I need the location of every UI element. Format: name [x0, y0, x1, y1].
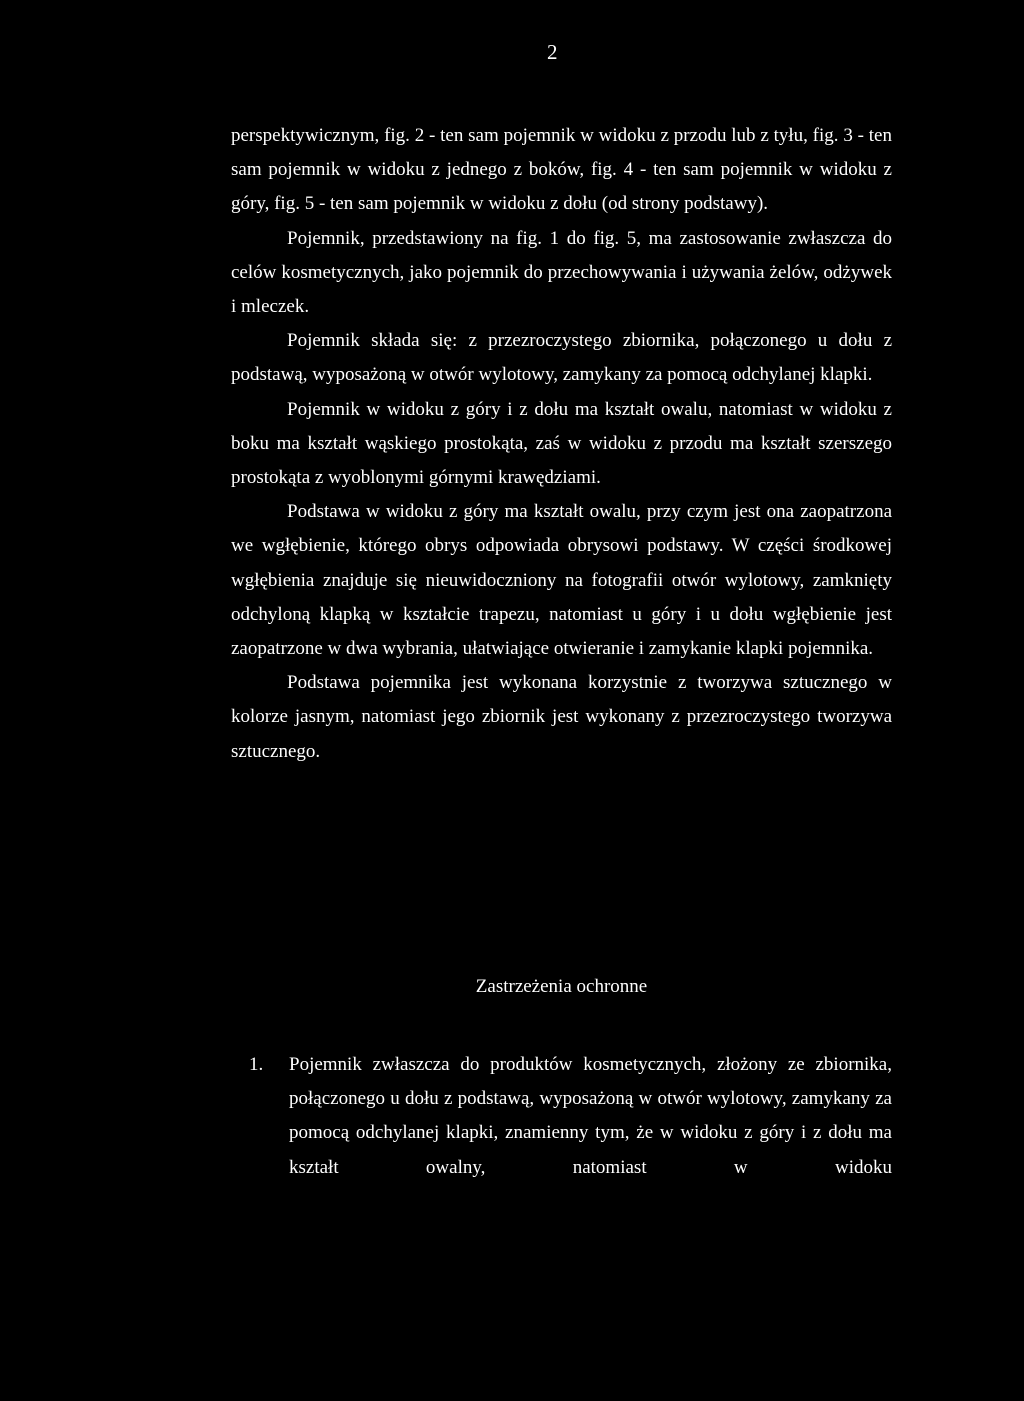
paragraph-composition: Pojemnik składa się: z przezroczystego zbiornika, połączonego u dołu z podstawą, wyposażoną w otwór wylotowy, zamykany za pomocą odchylanej klapki. [231, 330, 892, 386]
paragraph-shape: Pojemnik w widoku z góry i z dołu ma kształt owalu, natomiast w widoku z boku ma kształt wąskiego prostokąta, zaś w widoku z przodu ma kształt szerszego prostokąta z wyoblonymi górnymi krawędziami. [231, 398, 892, 489]
paragraph-figure-list: perspektywicznym, fig. 2 - ten sam pojemnik w widoku z przodu lub z tyłu, fig. 3 - ten sam pojemnik w widoku z jednego z boków, fig. 4 - ten sam pojemnik w widoku z góry, fig. 5 - ten sam pojemnik w widoku z dołu (od strony podstawy). [231, 125, 892, 215]
claim-number [231, 1048, 289, 1185]
description-body [231, 119, 892, 769]
claim-item [231, 1048, 892, 1185]
claim-number-text: 1. [249, 1054, 264, 1075]
claim-text: Pojemnik zwłaszcza do produktów kosmetycznych, złożony ze zbiornika, połączonego u dołu z podstawą, wyposażoną w otwór wylotowy, zamykany za pomocą odchylanej klapki, znamienny tym, że w widoku z góry i z dołu ma kształt owalny, natomiast w widoku [289, 1054, 892, 1178]
claims-list [231, 1048, 892, 1185]
claims-heading: Zastrzeżenia ochronne [475, 976, 648, 997]
paragraph-application: Pojemnik, przedstawiony na fig. 1 do fig. 5, ma zastosowanie zwłaszcza do celów kosmetycznych, jako pojemnik do przechowywania i używania żelów, odżywek i mleczek. [231, 227, 892, 318]
page-number-text: 2 [547, 40, 558, 64]
paragraph-base: Podstawa w widoku z góry ma kształt owalu, przy czym jest ona zaopatrzona we wgłębienie, którego obrys odpowiada obrysowi podstawy. W części środkowej wgłębienia znajduje się nieuwidoczniony na fotografii otwór wylotowy, zamknięty odchyloną klapką w kształcie trapezu, natomiast u góry i u dołu wgłębienie jest zaopatrzone w dwa wybrania, ułatwiające otwieranie i zamykanie klapki pojemnika. [231, 501, 892, 660]
paragraph-materials: Podstawa pojemnika jest wykonana korzystnie z tworzywa sztucznego w kolorze jasnym, natomiast jego zbiornik jest wykonany z przezroczystego tworzywa sztucznego. [231, 672, 892, 762]
